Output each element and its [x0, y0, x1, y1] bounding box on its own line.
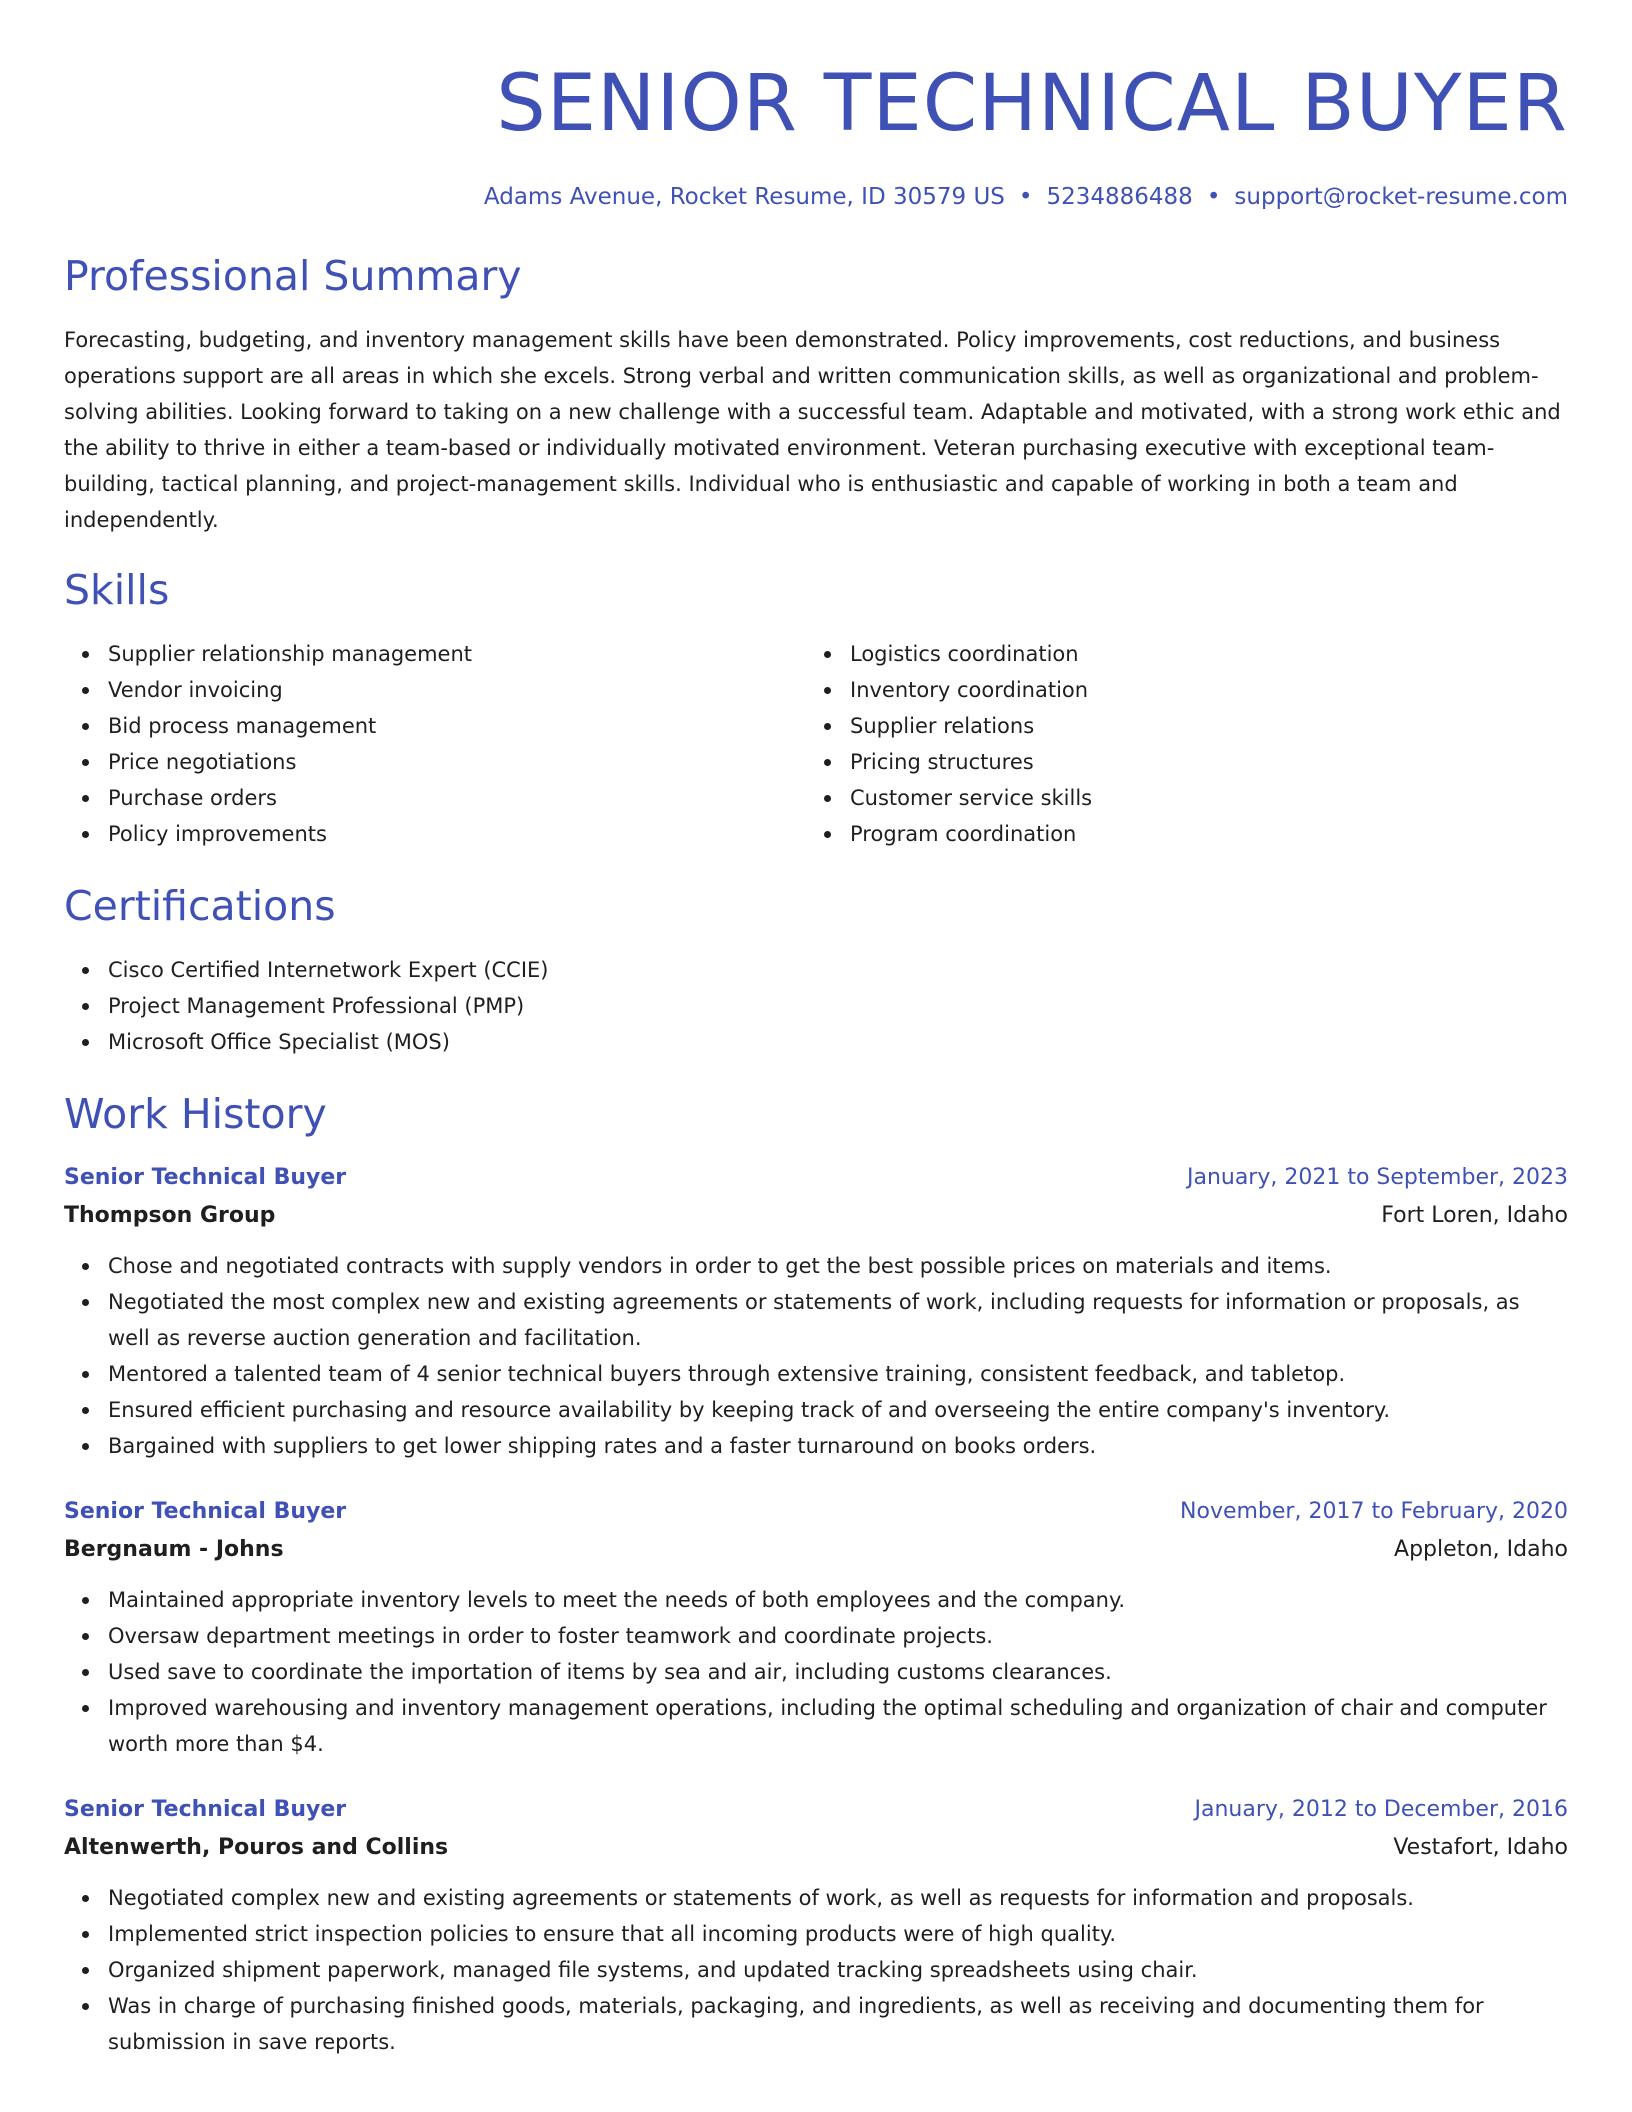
job-company: Altenwerth, Pouros and Collins — [64, 1835, 449, 1860]
skills-column-left — [64, 636, 806, 852]
job-company-row — [64, 1196, 1568, 1236]
skills-columns — [64, 636, 1568, 852]
job-entry — [64, 1160, 1568, 1464]
work-history-section — [64, 1086, 1568, 2060]
skill-item: Supplier relations — [850, 708, 1548, 744]
job-location: Fort Loren, Idaho — [1381, 1203, 1568, 1228]
skills-list-right — [806, 636, 1548, 852]
job-location: Appleton, Idaho — [1394, 1537, 1568, 1562]
job-company: Thompson Group — [64, 1203, 276, 1228]
skills-list-left — [64, 636, 806, 852]
contact-phone: 5234886488 — [1046, 184, 1193, 210]
job-bullet: Negotiated complex new and existing agreements or statements of work, as well as requests for information and proposals. — [108, 1880, 1568, 1916]
resume-page — [64, 0, 1568, 2060]
skills-heading: Skills — [64, 566, 170, 614]
job-bullet: Was in charge of purchasing finished goods, materials, packaging, and ingredients, as well as receiving and documenting them for submission in save reports. — [108, 1988, 1568, 2060]
skill-item: Program coordination — [850, 816, 1548, 852]
certification-item: Project Management Professional (PMP) — [108, 988, 1568, 1024]
job-title: Senior Technical Buyer — [64, 1797, 347, 1822]
job-bullet: Bargained with suppliers to get lower shipping rates and a faster turnaround on books orders. — [108, 1428, 1568, 1464]
job-bullets — [64, 1582, 1568, 1762]
skill-item: Customer service skills — [850, 780, 1548, 816]
skill-item: Vendor invoicing — [108, 672, 806, 708]
job-bullet: Oversaw department meetings in order to foster teamwork and coordinate projects. — [108, 1618, 1568, 1654]
skill-item: Purchase orders — [108, 780, 806, 816]
skill-item: Inventory coordination — [850, 672, 1548, 708]
job-company: Bergnaum - Johns — [64, 1537, 284, 1562]
job-title-row — [64, 1494, 1568, 1530]
job-bullet: Chose and negotiated contracts with supply vendors in order to get the best possible prices on materials and items. — [108, 1248, 1568, 1284]
work-history-heading: Work History — [64, 1090, 327, 1138]
summary-text: Forecasting, budgeting, and inventory management skills have been demonstrated. Policy improvements, cost reductions, and business operations support are all areas in which she excels. Strong verbal and written communication skills, as well as organizational and problem-solving abilities. Looking forward to taking on a new challenge with a successful team. Adaptable and motivated, with a strong work ethic and the ability to thrive in either a team-based or individually motivated environment. Veteran purchasing executive with exceptional team-building, tactical planning, and project-management skills. Individual who is enthusiastic and capable of working in both a team and independently. — [64, 328, 1561, 532]
job-bullets — [64, 1880, 1568, 2060]
job-title-row — [64, 1160, 1568, 1196]
job-location: Vestafort, Idaho — [1393, 1835, 1568, 1860]
job-bullet: Implemented strict inspection policies to ensure that all incoming products were of high quality. — [108, 1916, 1568, 1952]
skill-item: Bid process management — [108, 708, 806, 744]
skill-item: Pricing structures — [850, 744, 1548, 780]
certification-item: Cisco Certified Internetwork Expert (CCIE) — [108, 952, 1568, 988]
summary-heading: Professional Summary — [64, 252, 522, 300]
job-bullet: Maintained appropriate inventory levels to meet the needs of both employees and the company. — [108, 1582, 1568, 1618]
job-dates: January, 2021 to September, 2023 — [1186, 1165, 1568, 1190]
job-entry — [64, 1494, 1568, 1762]
certification-item: Microsoft Office Specialist (MOS) — [108, 1024, 1568, 1060]
resume-title: SENIOR TECHNICAL BUYER — [496, 59, 1568, 149]
job-bullet: Mentored a talented team of 4 senior technical buyers through extensive training, consistent feedback, and tabletop. — [108, 1356, 1568, 1392]
job-dates: January, 2012 to December, 2016 — [1194, 1797, 1568, 1822]
certifications-list — [64, 952, 1568, 1060]
contact-email: support@rocket-resume.com — [1234, 184, 1568, 210]
job-entry — [64, 1792, 1568, 2060]
contact-separator: • — [1018, 184, 1033, 210]
job-company-row — [64, 1530, 1568, 1570]
skill-item: Price negotiations — [108, 744, 806, 780]
certifications-heading: Certifications — [64, 882, 336, 930]
summary-section — [64, 248, 1568, 538]
job-bullet: Negotiated the most complex new and existing agreements or statements of work, including requests for information or proposals, as well as reverse auction generation and facilitation. — [108, 1284, 1568, 1356]
skill-item: Policy improvements — [108, 816, 806, 852]
job-bullet: Ensured efficient purchasing and resource availability by keeping track of and overseeing the entire company's inventory. — [108, 1392, 1568, 1428]
skill-item: Logistics coordination — [850, 636, 1548, 672]
skills-section — [64, 562, 1568, 852]
contact-address: Adams Avenue, Rocket Resume, ID 30579 US — [483, 184, 1005, 210]
job-dates: November, 2017 to February, 2020 — [1180, 1499, 1568, 1524]
job-company-row — [64, 1828, 1568, 1868]
job-bullet: Organized shipment paperwork, managed file systems, and updated tracking spreadsheets using chair. — [108, 1952, 1568, 1988]
job-title-row — [64, 1792, 1568, 1828]
skill-item: Supplier relationship management — [108, 636, 806, 672]
certifications-section — [64, 878, 1568, 1060]
contact-separator: • — [1206, 184, 1221, 210]
skills-column-right — [806, 636, 1548, 852]
job-bullets — [64, 1248, 1568, 1464]
job-title: Senior Technical Buyer — [64, 1165, 347, 1190]
contact-line — [64, 180, 1568, 214]
job-title: Senior Technical Buyer — [64, 1499, 347, 1524]
job-bullet: Improved warehousing and inventory management operations, including the optimal scheduling and organization of chair and computer worth more than $4. — [108, 1690, 1568, 1762]
job-bullet: Used save to coordinate the importation of items by sea and air, including customs clearances. — [108, 1654, 1568, 1690]
